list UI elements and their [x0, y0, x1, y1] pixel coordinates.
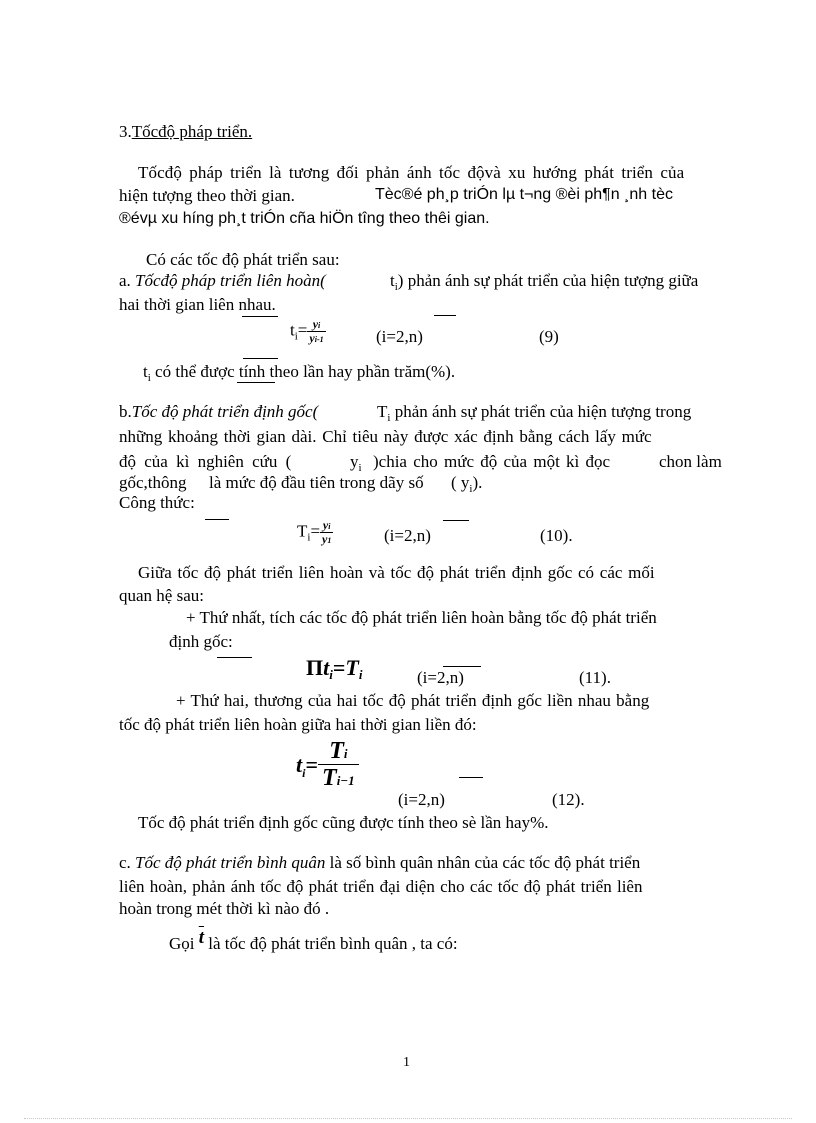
- formula10-lhs: T: [297, 521, 308, 541]
- formula9-fraction: [307, 318, 325, 345]
- item-a-line1: [119, 271, 326, 291]
- para1-line2a: hiện tượng theo thời gian.: [119, 186, 295, 205]
- item-a-rest: ) phản ánh sự phát triển của hiện tượng giữa: [397, 271, 699, 290]
- overline-rule: [443, 666, 481, 667]
- para1-line2b: Tèc®é ph¸p triÓn lµ t¬ng ®èi ph¶n ¸nh tèc: [375, 186, 673, 203]
- item-b-term: Tốc độ phát triển định gốc(: [131, 402, 319, 421]
- relation-line1: Giữa tốc độ phát triển liên hoàn và tốc độ phát triển định gốc có các mối: [138, 563, 655, 582]
- note12: Tốc độ phát triển định gốc cũng được tính theo sè lần hay%.: [138, 813, 549, 832]
- item-b-line2: những khoảng thời gian dài. Chỉ tiêu này được xác định bằng cách lấy mức: [119, 427, 652, 446]
- overline-rule: [217, 657, 252, 658]
- formula9-num: yi: [307, 318, 325, 332]
- item-c-line3: hoàn trong mét thời kì nào đó .: [119, 899, 330, 918]
- item-c-line2: liên hoàn, phản ánh tốc độ phát triển đại diện cho các tốc độ phát triển liên: [119, 877, 643, 896]
- goi-line: [169, 927, 458, 955]
- page-number: 1: [403, 1055, 410, 1070]
- item-c-term: Tốc độ phát triển bình quân: [135, 853, 326, 872]
- second-line1: + Thứ hai, thương của hai tốc độ phát triển định gốc liền nhau bằng: [176, 691, 650, 710]
- formula12-eq: =: [305, 751, 319, 777]
- formula12-number: (12).: [552, 790, 585, 809]
- page-bottom-divider: [24, 1118, 792, 1119]
- item-a-label: a.: [119, 271, 131, 290]
- overline-rule: [434, 315, 456, 316]
- goi-sym: $\overline{t}$: [198, 927, 205, 948]
- formula-11: [306, 655, 363, 683]
- formula11-eq: =: [332, 655, 346, 680]
- formula-label: Công thức:: [119, 493, 195, 512]
- section-title-text: Tốcđộ pháp triển.: [131, 122, 253, 141]
- formula9-lhs: t: [290, 320, 295, 340]
- section-number: 3.: [119, 122, 132, 141]
- formula10-number: (10).: [540, 526, 573, 545]
- goi-b: là tốc độ phát triển bình quân , ta có:: [208, 934, 458, 953]
- formula12-den: Ti−1: [322, 765, 355, 792]
- formula11-t-sub: i: [329, 667, 333, 682]
- formula12-num: Ti: [318, 738, 359, 765]
- overline-rule: [237, 382, 275, 383]
- item-b-rest: phản ánh sự phát triển của hiện tượng trong: [394, 402, 692, 421]
- intro-text: Có các tốc độ phát triển sau:: [146, 250, 340, 269]
- formula9-range: (i=2,n): [376, 327, 423, 346]
- item-a-symbol-rest: [390, 271, 698, 293]
- formula-12: [296, 738, 359, 792]
- item-b-symbol-rest: [377, 402, 691, 424]
- note9-text: có thể được tính theo lần hay phần trăm(%).: [155, 362, 456, 381]
- formula9-den: yi-1: [309, 331, 324, 346]
- formula11-range: (i=2,n): [417, 668, 464, 687]
- overline-rule: [242, 316, 278, 317]
- relation-line2: quan hệ sau:: [119, 586, 204, 605]
- item-b-label: b.: [119, 402, 132, 421]
- item-b-line3b: )chia cho mức độ của một kì đọc: [373, 452, 611, 471]
- item-b-line4b: là mức độ đầu tiên trong dãy số: [209, 473, 424, 492]
- item-c-line1: [119, 853, 640, 873]
- item-b-line4a: gốc,thông: [119, 473, 187, 492]
- formula9-number: (9): [539, 327, 559, 346]
- item-b-line3-sym: $y_i$: [350, 452, 362, 474]
- item-c-label: c.: [119, 853, 131, 872]
- formula10-den: y1: [322, 532, 332, 547]
- formula12-lhs: t: [296, 751, 303, 777]
- overline-rule: [443, 520, 469, 521]
- item-a-term: Tốcđộ pháp triển liên hoàn(: [135, 271, 326, 290]
- second-line2: tốc độ phát triển liên hoàn giữa hai thời gian liền đó:: [119, 715, 477, 734]
- note9-sym: t: [143, 362, 148, 381]
- formula10-num: yi: [320, 519, 333, 533]
- item-b-symbol: T: [377, 402, 388, 421]
- item-a-line2: hai thời gian liên nhau.: [119, 295, 276, 314]
- formula10-range: (i=2,n): [384, 526, 431, 545]
- item-b-symbol-sub: i: [387, 412, 391, 424]
- item-a-symbol-sub: i: [394, 281, 398, 293]
- para1-line3: ®évµ xu híng ph¸t triÓn cña hiÖn tîng theo thêi gian.: [119, 210, 490, 227]
- formula9-eq: =: [297, 320, 308, 340]
- formula10-fraction: [320, 519, 333, 546]
- formula-10: [297, 519, 333, 546]
- overline-rule: [205, 519, 229, 520]
- relation-first-b: định gốc:: [169, 632, 233, 651]
- overline-rule: [243, 358, 278, 359]
- formula12-range: (i=2,n): [398, 790, 445, 809]
- formula11-number: (11).: [579, 668, 611, 687]
- formula11-T-sub: i: [358, 667, 363, 682]
- formula11-t: t: [323, 655, 330, 680]
- item-b-line1: [119, 402, 318, 422]
- formula11-pi: Π: [306, 655, 324, 680]
- note9: [143, 362, 455, 384]
- formula12-lhs-sub: i: [302, 765, 306, 780]
- overline-rule: [459, 777, 483, 778]
- formula10-eq: =: [310, 521, 321, 541]
- section-title: [119, 122, 252, 142]
- formula9-lhs-sub: i: [294, 330, 298, 343]
- item-a-symbol: t: [390, 271, 395, 290]
- item-b-line3c: chon làm: [659, 452, 722, 471]
- formula11-T: T: [345, 655, 359, 680]
- formula10-lhs-sub: i: [307, 531, 311, 544]
- goi-a: Gọi: [169, 934, 195, 953]
- para1-line1: Tốcđộ pháp triển là tương đối phản ánh tốc độvà xu hướng phát triển của: [138, 163, 685, 182]
- formula-9: [290, 318, 326, 345]
- item-b-line3a: độ của kì nghiên cứu (: [119, 452, 292, 471]
- item-b-line4-sym: ( $y_i$).: [451, 473, 483, 495]
- item-c-line1-rest: là số bình quân nhân của các tốc độ phát triển: [329, 853, 641, 872]
- relation-first-a: + Thứ nhất, tích các tốc độ phát triển liên hoàn bằng tốc độ phát triển: [186, 608, 657, 627]
- note9-sym-sub: i: [147, 372, 151, 384]
- formula12-fraction: [318, 738, 359, 792]
